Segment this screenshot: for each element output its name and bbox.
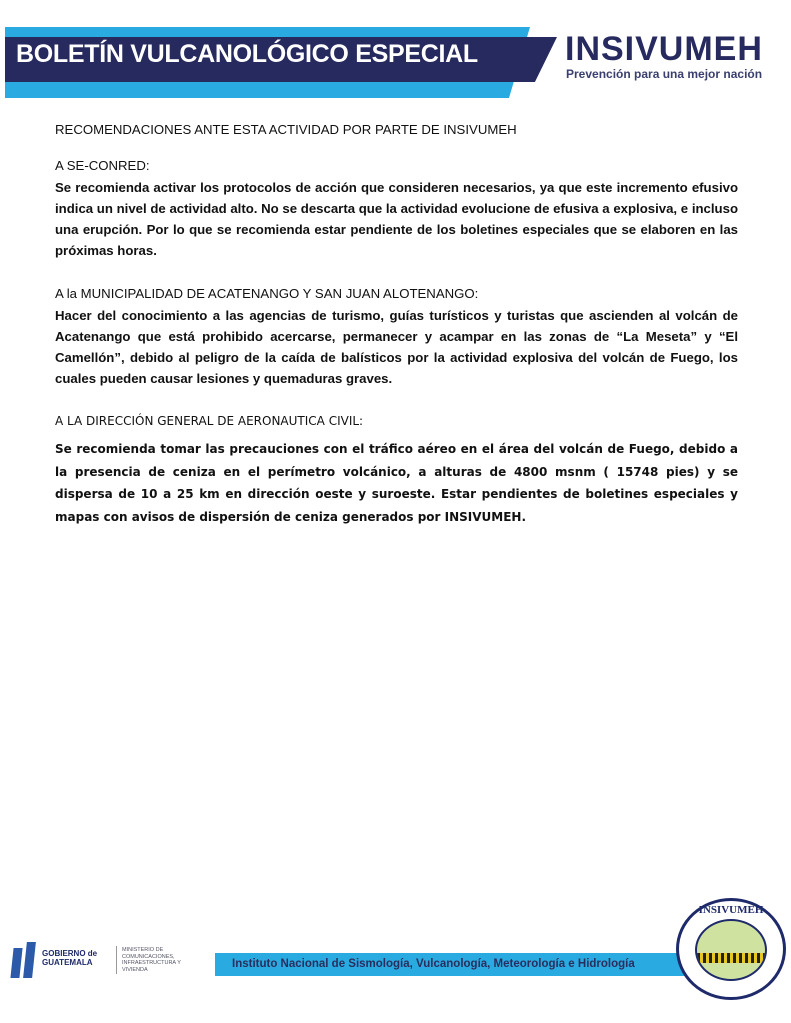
section-body: Se recomienda activar los protocolos de acción que consideren necesarios, ya que este incremento efusivo indica un nivel de actividad alto. No se descarta que la actividad evolucione de efusiva a explosiva, e incluso una erupción. Por lo que se recomienda estar pendiente de los boletines especiales que se elaboren en las próximas horas. (55, 180, 738, 258)
insivumeh-seal-logo (676, 898, 786, 1000)
seal-text: INSIVUMEH (698, 904, 764, 916)
main-heading: RECOMENDACIONES ANTE ESTA ACTIVIDAD POR PARTE DE INSIVUMEH (55, 122, 517, 137)
section-heading: A SE-CONRED: (55, 158, 150, 173)
section-aeronautica (55, 414, 738, 528)
section-conred (55, 158, 738, 261)
document-body (55, 122, 738, 553)
section-heading: A LA DIRECCIÓN GENERAL DE AERONAUTICA CIVIL: (55, 414, 364, 428)
brand-tagline: Prevención para una mejor nación (566, 67, 763, 81)
section-municipalidad (55, 286, 738, 389)
section-heading: A la MUNICIPALIDAD DE ACATENANGO Y SAN JUAN ALOTENANGO: (55, 286, 479, 301)
institute-name: Instituto Nacional de Sismología, Vulcanología, Meteorología e Hidrología (232, 958, 635, 970)
brand-logo-text: INSIVUMEH (565, 30, 763, 68)
bulletin-title: BOLETÍN VULCANOLÓGICO ESPECIAL (16, 40, 478, 68)
ministry-name: MINISTERIO DE COMUNICACIONES, INFRAESTRUCTURA Y VIVIENDA (122, 947, 181, 973)
section-body: Hacer del conocimiento a las agencias de turismo, guías turísticos y turistas que ascienden al volcán de Acatenango que está prohibido acercarse, permanecer y acampar en las zonas de “La Meseta” y “El Camellón”, debido al peligro de la caída de balísticos por la actividad explosiva del volcán de Fuego, los cuales pueden causar lesiones y quemaduras graves. (55, 308, 738, 386)
section-body: Se recomienda tomar las precauciones con el tráfico aéreo en el área del volcán de Fuego, debido a la presencia de ceniza en el perímetro volcánico, a alturas de 4800 msnm ( 15748 pies) y se dispersa de 10 a 25 km en dirección oeste y suroeste. Estar pendientes de boletines especiales y mapas con avisos de dispersión de ceniza generados por INSIVUMEH. (55, 442, 738, 524)
gobierno-guatemala-logo (10, 940, 200, 980)
gov-name: GOBIERNO de GUATEMALA (42, 949, 98, 967)
